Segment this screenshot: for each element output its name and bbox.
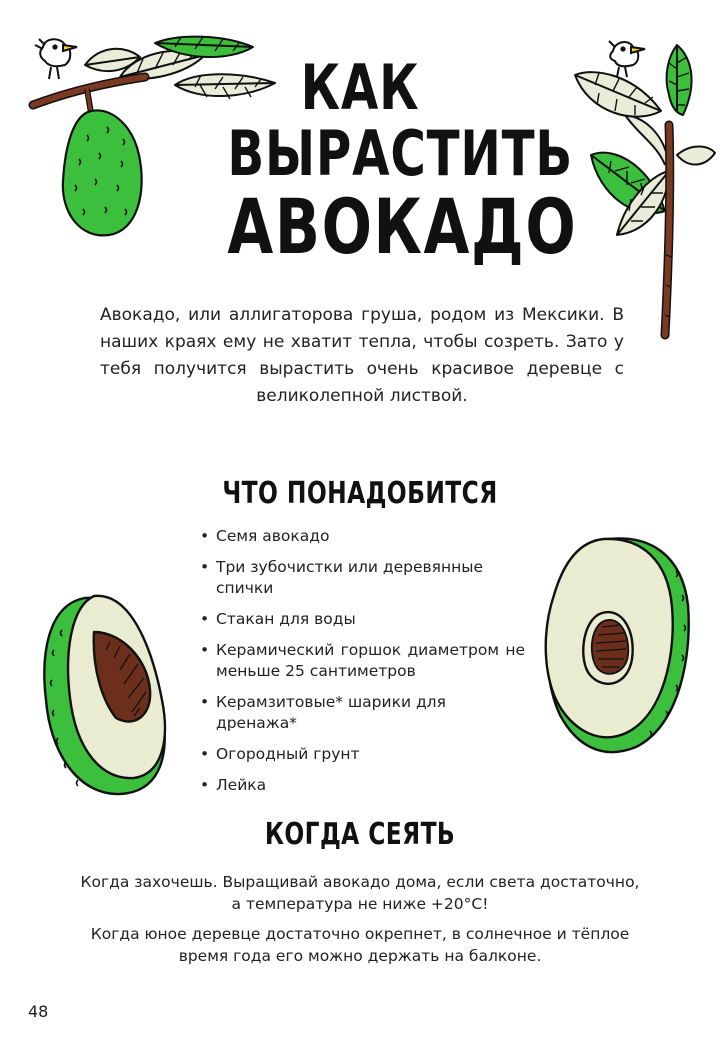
list-item: • Огородный грунт [200,744,525,765]
list-item: • Керамзитовые* шарики для дренажа* [200,692,525,734]
page-number: 48 [28,1002,49,1021]
when-paragraph-2: Когда юное деревце достаточно окрепнет, в солнечное и тёплое время года его можно держать на балконе. [90,925,630,965]
section-heading-needs: ЧТО ПОНАДОБИТСЯ [222,476,498,511]
intro-paragraph: Авокадо, или аллигаторова груша, родом из Мексики. В наших краях ему не хватит тепла, чтобы созреть. Зато у тебя получится вырастить очень красивое деревце с великолепной листвой. [100,305,624,406]
page-title [227,51,578,271]
title-line-2: ВЫРАСТИТЬ [227,117,574,190]
list-item: • Стакан для воды [200,609,525,630]
supplies-list [200,526,525,806]
list-item: • Три зубочистки или деревянные спички [200,557,525,599]
list-item: • Семя авокадо [200,526,525,547]
sprout-branch-illustration [565,35,715,340]
half-avocado-without-pit-illustration [540,535,700,755]
when-paragraph-1: Когда захочешь. Выращивай авокадо дома, если света достаточно, а температура не ниже +20°C! [80,873,640,913]
title-line-3: АВОКАДО [227,182,578,271]
list-item-text: • Керамический горшок диаметром не меньше 25 сантиметров [216,641,525,680]
half-avocado-with-pit-illustration [30,590,175,805]
title-line-1: КАК [300,51,420,124]
list-item: • Лейка [200,775,525,796]
list-item [200,640,525,682]
section-heading-when: КОГДА СЕЯТЬ [264,817,456,852]
